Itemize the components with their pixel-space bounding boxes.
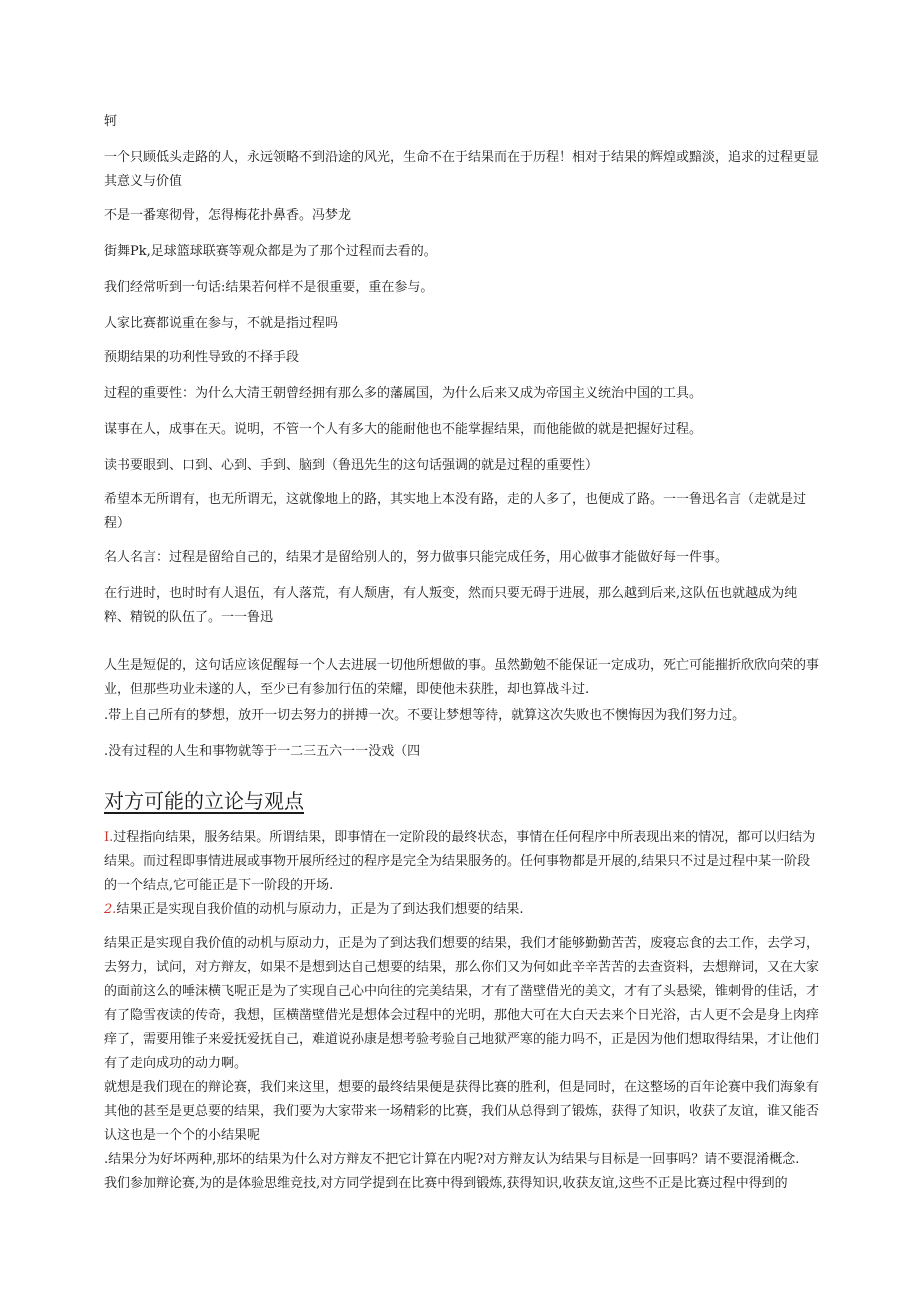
text-line: 预期结果的功利性导致的不择手段	[104, 350, 300, 365]
text-line: 轲	[104, 114, 118, 129]
text-line: 人家比赛都说重在参与，不就是指过程吗	[104, 316, 339, 331]
text-paragraph: 希望本无所谓有，也无所谓无，这就像地上的路，其实地上本没有路，走的人多了，也便成了路。一一鲁迅名言（走就是过程）	[104, 492, 807, 531]
body-paragraph: 就想是我们现在的辩论赛，我们来这里，想要的最终结果便是获得比赛的胜利，但是同时，在这整场的百年论赛中我们海象有其他的甚至是更总要的结果，我们要为大家带来一场精彩的比赛，我们从总得到了锻炼，获得了知识，收获了友谊，谁又能否认这也是一个个的小结果呢	[104, 1080, 820, 1143]
text-line: 不是一番寒彻骨，怎得梅花扑鼻香。冯梦龙	[104, 208, 352, 223]
body-paragraph: .结果分为好坏两种,那坏的结果为什么对方辩友不把它计算在内呢?对方辩友认为结果与目标是一回事吗？请不要混淆概念.	[104, 1152, 800, 1167]
text-line: .带上自己所有的梦想，放开一切去努力的拼搏一次。不要让梦想等待，就算这次失败也不懊悔因为我们努力过。	[104, 708, 746, 723]
section-heading: 对方可能的立论与观点	[104, 789, 304, 813]
point-2	[104, 898, 824, 922]
point-2-marker: 2.	[104, 902, 117, 917]
text-line: 谋事在人，成事在天。说明，不管一个人有多大的能耐他也不能掌握结果，而他能做的就是把握好过程。	[104, 422, 703, 437]
point-1-text: 过程指向结果，服务结果。所谓结果，即事情在一定阶段的最终状态，事情在任何程序中所表现出来的情况，都可以归结为结果。而过程即事情进展或事物开展所经过的程序是完全为结果服务的。任何事物都是开展的,结果只不过是过程中某一阶段的一个结点,它可能正是下一阶段的开场.	[104, 830, 816, 893]
text-line: 街舞Pk,足球篮球联赛等观众都是为了那个过程而去看的。	[104, 244, 437, 259]
text-line: 我们经常听到一句话:结果若何样不是很重要，重在参与。	[104, 280, 434, 295]
body-paragraph: 我们参加辩论赛,为的是体验思维竞技,对方同学提到在比赛中得到锻炼,获得知识,收获友谊,这些不正是比赛过程中得到的	[104, 1176, 788, 1191]
point-2-text: 结果正是实现自我价值的动机与原动力，正是为了到达我们想要的结果.	[116, 902, 524, 917]
text-line: .没有过程的人生和事物就等于一二三五六一一没戏（四	[104, 744, 421, 759]
body-paragraph: 结果正是实现自我价值的动机与原动力，正是为了到达我们想要的结果，我们才能够勤勤苦苦，废寝忘食的去工作，去学习，去努力，试问，对方辩友，如果不是想到达自己想要的结果，那么你们又为何如此辛辛苦苦的去查资料，去想辩词，又在大家的面前这么的唾沫横飞呢正是为了实现自己心中向往的完美结果，才有了凿壁借光的美文，才有了头悬梁，锥刺骨的佳话，才有了隐雪夜读的传奇，我想，匡横凿壁借光是想体会过程中的光明，那他大可在大白天去来个日光浴，古人更不会是身上肉痒痒了，需要用锥子来爱抚爱抚自己，难道说孙康是想考验考验自己地狱严寒的能力吗不，正是因为他们想取得结果，才让他们有了走向成功的动力啊。	[104, 936, 820, 1071]
text-line: 过程的重要性：为什么大清王朝曾经拥有那么多的藩属国，为什么后来又成为帝国主义统治中国的工具。	[104, 386, 703, 401]
text-paragraph: 在行进时，也时时有人退伍，有人落荒，有人颓唐，有人叛变，然而只要无碍于进展，那么越到后来,这队伍也就越成为纯粹、精锐的队伍了。一一鲁迅	[104, 586, 798, 625]
text-paragraph: 一个只顾低头走路的人，永远领略不到沿途的风光，生命不在于结果而在于历程！相对于结果的辉煌或黯淡，追求的过程更显其意义与价值	[104, 150, 820, 189]
text-line: 读书要眼到、口到、心到、手到、脑到（鲁迅先生的这句话强调的就是过程的重要性）	[104, 458, 599, 473]
text-line: 名人名言：过程是留给自己的，结果才是留给别人的，努力做事只能完成任务，用心做事才能做好每一件事。	[104, 550, 729, 565]
point-1	[104, 826, 820, 898]
text-paragraph: 人生是短促的，这句话应该促醒每一个人去进展一切他所想做的事。虽然勤勉不能保证一定成功，死亡可能摧折欣欣向荣的事业，但那些功业未遂的人，至少已有参加行伍的荣耀，即使他未获胜，却也算战斗过.	[104, 658, 820, 697]
point-1-marker: I.	[104, 830, 114, 845]
